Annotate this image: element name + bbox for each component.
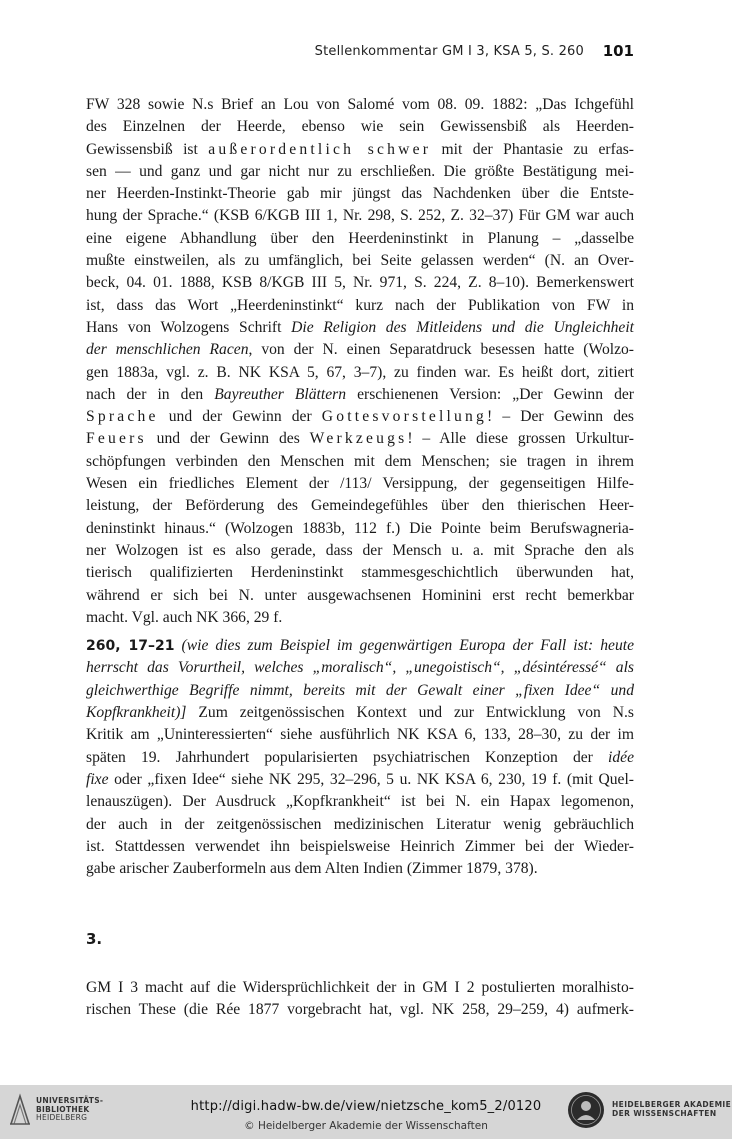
text-run: Gewissensbiß ist xyxy=(86,140,209,158)
spaced-emphasis: Feuers xyxy=(86,430,147,448)
library-name-line: UNIVERSITÄTS- xyxy=(36,1096,104,1105)
digitization-footer xyxy=(0,1085,732,1139)
text-line: GM I 3 macht auf die Widersprüchlichkeit der in GM I 2 postulierten moralhisto- xyxy=(86,978,634,996)
text-line: Wesen ein friedliches Element der /113/ Versippung, der gegenseitigen Hilfe- xyxy=(86,475,634,493)
text-line: FW 328 sowie N.s Brief an Lou von Salomé vom 08. 09. 1882: „Das Ichgefühl xyxy=(86,96,634,113)
text-line: ner Heerden-Instinkt-Theorie gab mir jüngst das Nachdenken über die Entste- xyxy=(86,185,634,203)
text-line xyxy=(86,428,634,450)
text-run: erschienenen Version: „Der Gewinn der xyxy=(346,385,635,403)
text-line: sen — und ganz und gar nicht nur zu erschließen. Die größte Bestätigung mei- xyxy=(86,162,634,180)
text-line xyxy=(86,657,634,679)
page-number: 101 xyxy=(602,42,634,60)
text-run: und der Gewinn des xyxy=(146,430,310,448)
lemma-quote: herrscht das Vorurtheil, welches „moralisch“, „unegoistisch“, „désintéressé“ als xyxy=(86,659,634,677)
section-paragraph xyxy=(86,977,634,1022)
text-run: oder „fixen Idee“ siehe NK 295, 32–296, 5 u. NK KSA 6, 230, 19 f. (mit Quel- xyxy=(108,770,634,788)
document-body xyxy=(86,94,634,1021)
text-line: ist. Stattdessen verwendet ihn beispielsweise Heinrich Zimmer bei der Wieder- xyxy=(86,837,634,855)
spaced-emphasis: Gottesvorstellung xyxy=(321,408,488,426)
spaced-emphasis: Sprache xyxy=(86,408,159,426)
text-line: eine eigene Abhandlung über den Heerdeninstinkt in Planung – „dasselbe xyxy=(86,229,634,247)
text-line xyxy=(86,635,634,657)
library-name-line: BIBLIOTHEK xyxy=(36,1104,90,1114)
text-line: macht. Vgl. auch NK 366, 29 f. xyxy=(86,608,283,626)
academy-name-line: HEIDELBERGER AKADEMIE xyxy=(612,1100,732,1109)
text-line xyxy=(86,317,634,339)
text-line: ist, dass das Wort „Heerdeninstinkt“ kurz nach der Publikation von FW in xyxy=(86,296,634,314)
book-title: der menschlichen Racen xyxy=(86,341,249,359)
lemma-quote: gleichwerthige Begriffe nimmt, bereits mit der Gewalt einer „fixen Idee“ und xyxy=(86,681,634,699)
text-run: ! – Alle diese grossen Urkultur- xyxy=(407,430,634,448)
term: idée xyxy=(608,748,634,766)
copyright-notice: © Heidelberger Akademie der Wissenschaften xyxy=(244,1120,488,1132)
text-line xyxy=(86,769,634,791)
text-run: , von der N. einen Separatdruck besessen hatte (Wolzo- xyxy=(248,341,634,359)
text-line xyxy=(86,702,634,724)
spaced-emphasis: Werkzeugs xyxy=(309,430,408,448)
running-title: Stellenkommentar GM I 3, KSA 5, S. 260 xyxy=(314,44,584,59)
text-line: Kritik am „Uninteressierten“ siehe ausführlich NK KSA 6, 133, 28–30, zu der im xyxy=(86,726,634,744)
term: fixe xyxy=(86,770,109,788)
text-run: mit der Phantasie zu erfas- xyxy=(431,140,635,158)
text-line: ner Wolzogen ist es also gerade, dass der Mensch u. a. mit Sprache den als xyxy=(86,541,634,559)
text-run: Zum zeitgenössischen Kontext und zur Entwicklung von N.s xyxy=(186,704,634,722)
text-line: des Einzelnen der Heerde, ebenso wie sein Gewissensbiß als Heerden- xyxy=(86,118,634,136)
page-header xyxy=(86,42,634,64)
text-line xyxy=(86,406,634,428)
text-run: und der Gewinn der xyxy=(158,408,322,426)
commentary-paragraph-2 xyxy=(86,635,634,880)
section-heading: 3. xyxy=(86,930,103,949)
text-run: späten 19. Jahrhundert popularisierten psychiatrischen Konzeption der xyxy=(86,748,609,766)
text-line: leistung, der Beförderung des Gemeindegefühles über den thierischen Heer- xyxy=(86,497,634,515)
text-line xyxy=(86,680,634,702)
text-line: gen 1883a, vgl. z. B. NK KSA 5, 67, 3–7), zu finden war. Es heißt dort, zitiert xyxy=(86,363,634,381)
text-run: Hans von Wolzogens Schrift xyxy=(86,318,292,336)
source-url-link[interactable]: http://digi.hadw-bw.de/view/nietzsche_kom5_2/0120 xyxy=(190,1099,542,1114)
text-line: lenauszügen). Der Ausdruck „Kopfkrankheit“ ist bei N. ein Hapax legomenon, xyxy=(86,793,634,811)
text-line: deninstinkt hinaus.“ (Wolzogen 1883b, 112 f.) Die Pointe beim Berufswagneria- xyxy=(86,519,634,537)
commentary-paragraph-1 xyxy=(86,94,634,629)
text-line: gabe arischer Zauberformeln aus dem Alten Indien (Zimmer 1879, 378). xyxy=(86,860,538,878)
text-line: schöpfungen verbinden den Menschen mit dem Menschen; sie tragen in ihrem xyxy=(86,452,634,470)
text-line: während er sich bei N. unter ausgewachsenen Hominini erst recht bemerkbar xyxy=(86,586,634,604)
text-run: nach der in den xyxy=(86,385,215,403)
text-line: beck, 04. 01. 1888, KSB 8/KGB III 5, Nr. 971, S. 224, Z. 8–10). Bemerkenswert xyxy=(86,274,634,292)
library-name-line: HEIDELBERG xyxy=(36,1113,88,1122)
academy-name-line: DER WISSENSCHAFTEN xyxy=(612,1109,717,1118)
text-line: rischen These (die Rée 1877 vorgebracht hat, vgl. NK 258, 29–259, 4) aufmerk- xyxy=(86,1000,634,1018)
text-line: tierisch qualifizierten Herdeninstinkt stammesgeschichtlich überwunden hat, xyxy=(86,564,634,582)
academy-name xyxy=(612,1100,731,1118)
book-title: Die Religion des Mitleidens und die Ungleichheit xyxy=(291,318,634,336)
text-run: ! – Der Gewinn des xyxy=(487,408,635,426)
lemma-reference: 260, 17–21 xyxy=(86,638,175,655)
text-line: der auch in der zeitgenössischen medizinischen Literatur wenig gebräuchlich xyxy=(86,815,634,833)
text-line: mußte einstweilen, als zu umfänglich, bei Seite gelassen werden“ (N. an Over- xyxy=(86,252,634,270)
lemma-quote: Kopfkrankheit)] xyxy=(86,704,187,722)
text-line xyxy=(86,339,634,361)
text-line xyxy=(86,384,634,406)
text-line xyxy=(86,747,634,769)
spaced-emphasis: außerordentlich schwer xyxy=(208,140,432,158)
text-line xyxy=(86,139,634,161)
lemma-quote: (wie dies zum Beispiel im gegenwärtigen Europa der Fall ist: heute xyxy=(174,637,634,655)
journal-title: Bayreuther Blättern xyxy=(214,385,347,403)
academy-seal-icon xyxy=(566,1090,606,1130)
text-line: hung der Sprache.“ (KSB 6/KGB III 1, Nr. 298, S. 252, Z. 32–37) Für GM war auch xyxy=(86,207,634,225)
